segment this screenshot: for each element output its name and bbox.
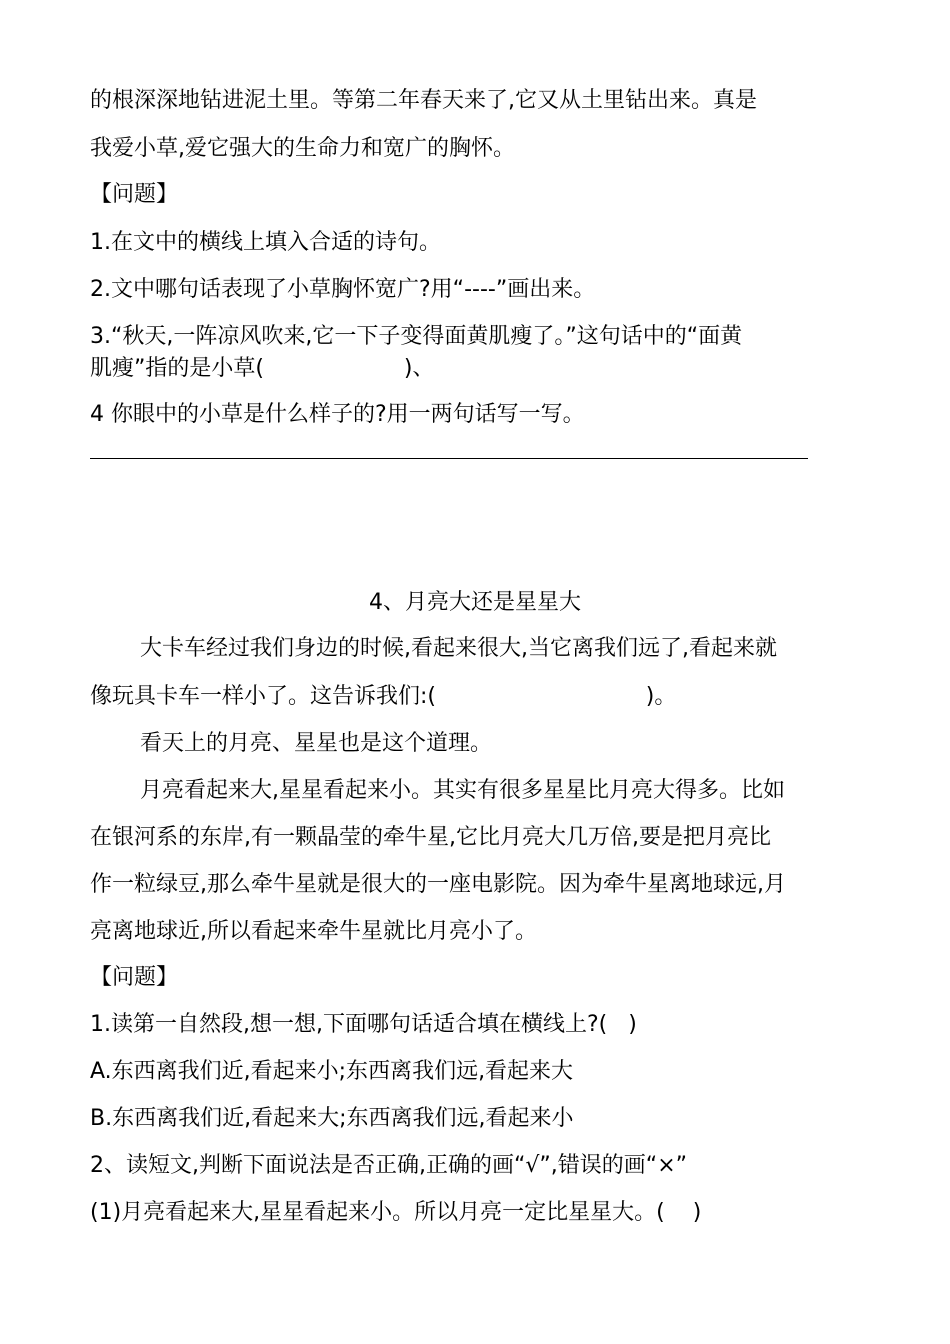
option-a: A.东西离我们近,看起来小;东西离我们远,看起来大 [90, 1059, 574, 1084]
paragraph-line: 亮离地球近,所以看起来牵牛星就比月亮小了。 [90, 919, 537, 944]
paragraph-line: 月亮看起来大,星星看起来小。其实有很多星星比月亮大得多。比如 [140, 778, 785, 803]
option-b: B.东西离我们近,看起来大;东西离我们远,看起来小 [90, 1106, 574, 1131]
question-3-line: 3.“秋天,一阵凉风吹来,它一下子变得面黄肌瘦了。”这句话中的“面黄 [90, 324, 743, 349]
answer-line [90, 458, 808, 459]
question-2: 2.文中哪句话表现了小草胸怀宽广?用“----”画出来。 [90, 277, 596, 302]
questions-heading: 【问题】 [90, 965, 179, 990]
section4-title: 4、月亮大还是星星大 [369, 590, 581, 615]
paragraph-line: 作一粒绿豆,那么牵牛星就是很大的一座电影院。因为牵牛星离地球远,月 [90, 872, 786, 897]
paragraph-line: 像玩具卡车一样小了。这告诉我们:( )。 [90, 684, 677, 709]
section3-text-line: 我爱小草,爱它强大的生命力和宽广的胸怀。 [90, 136, 515, 161]
paragraph-line: 大卡车经过我们身边的时候,看起来很大,当它离我们远了,看起来就 [140, 636, 777, 661]
paragraph-line: 看天上的月亮、星星也是这个道理。 [140, 731, 493, 756]
question-2-item-1: (1)月亮看起来大,星星看起来小。所以月亮一定比星星大。( ) [90, 1200, 702, 1225]
question-4: 4 你眼中的小草是什么样子的?用一两句话写一写。 [90, 402, 585, 427]
question-2: 2、读短文,判断下面说法是否正确,正确的画“√”,错误的画“×” [90, 1153, 688, 1178]
question-1: 1.读第一自然段,想一想,下面哪句话适合填在横线上?( ) [90, 1012, 637, 1037]
section3-text-line: 的根深深地钻进泥土里。等第二年春天来了,它又从土里钻出来。真是 [90, 88, 757, 113]
paragraph-line: 在银河系的东岸,有一颗晶莹的牵牛星,它比月亮大几万倍,要是把月亮比 [90, 825, 771, 850]
questions-heading: 【问题】 [90, 182, 179, 207]
question-1: 1.在文中的横线上填入合适的诗句。 [90, 230, 441, 255]
question-3-line: 肌瘦”指的是小草( )、 [90, 356, 435, 381]
